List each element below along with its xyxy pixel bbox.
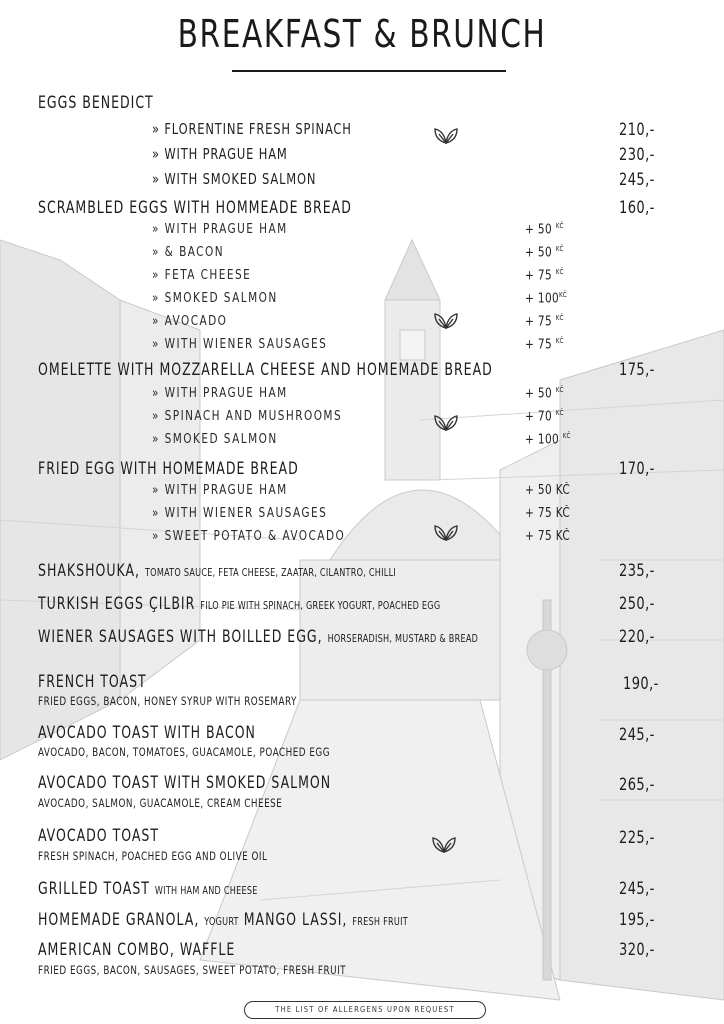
menu-item-granola: HOMEMADE GRANOLA, YOGURT MANGO LASSI, FRESH FRUIT <box>38 910 408 930</box>
menu-item-shakshouka: SHAKSHOUKA, TOMATO SAUCE, FETA CHEESE, ZAATAR, CILANTRO, CHILLI <box>38 561 396 581</box>
item-price: 265,- <box>619 775 655 795</box>
page-title: BREAKFAST & BRUNCH <box>177 12 547 56</box>
item-price: 190,- <box>623 674 659 694</box>
menu-item-grilled-toast: GRILLED TOAST WITH HAM AND CHEESE <box>38 879 258 899</box>
addon-label: » AVOCADO <box>152 314 228 329</box>
addon-price: + 70 $^{KČ}$ <box>525 409 564 425</box>
addon-label: » SWEET POTATO & AVOCADO <box>152 529 346 544</box>
menu-item-american-combo: AMERICAN COMBO, WAFFLE <box>38 940 236 960</box>
addon-price: + 75 $^{KČ}$ <box>525 337 564 353</box>
omelette-price: 175,- <box>619 360 655 380</box>
item-price: 245,- <box>619 725 655 745</box>
addon-label: » WITH PRAGUE HAM <box>152 222 288 237</box>
item-price: 320,- <box>619 940 655 960</box>
toast-name: FRENCH TOAST <box>38 672 147 692</box>
menu-item-wiener-sausages: WIENER SAUSAGES WITH BOILLED EGG, HORSERADISH, MUSTARD & BREAD <box>38 627 479 647</box>
fried-egg-heading: FRIED EGG WITH HOMEMADE BREAD <box>38 459 299 479</box>
addon-price: + 50 KČ <box>525 483 571 498</box>
benedict-option-price: 230,- <box>619 145 655 165</box>
addon-price: + $100^{KČ}$ <box>525 291 568 307</box>
item-price: 225,- <box>619 828 655 848</box>
addon-label: » & BACON <box>152 245 225 260</box>
american-combo-description: FRIED EGGS, BACON, SAUSAGES, SWEET POTATO, FRESH FRUIT <box>38 963 347 977</box>
leaf-icon <box>432 412 460 432</box>
leaf-icon <box>432 125 460 145</box>
benedict-option-price: 210,- <box>619 120 655 140</box>
addon-label: » WITH PRAGUE HAM <box>152 483 288 498</box>
leaf-icon <box>430 834 458 854</box>
scrambled-eggs-heading: SCRAMBLED EGGS WITH HOMMEADE BREAD <box>38 198 352 218</box>
title-underline <box>232 70 506 72</box>
toast-description: AVOCADO, BACON, TOMATOES, GUACAMOLE, POACHED EGG <box>38 745 331 759</box>
addon-label: » WITH WIENER SAUSAGES <box>152 337 328 352</box>
omelette-heading: OMELETTE WITH MOZZARELLA CHEESE AND HOMEMADE BREAD <box>38 360 493 380</box>
toast-description: FRIED EGGS, BACON, HONEY SYRUP WITH ROSEMARY <box>38 694 297 708</box>
benedict-option-label: » WITH PRAGUE HAM <box>152 145 288 163</box>
fried-egg-price: 170,- <box>619 459 655 479</box>
leaf-icon <box>432 310 460 330</box>
allergen-notice: THE LIST OF ALLERGENS UPON REQUEST <box>244 1001 486 1019</box>
benedict-option-label: » FLORENTINE FRESH SPINACH <box>152 120 352 138</box>
toast-name: AVOCADO TOAST WITH SMOKED SALMON <box>38 773 332 793</box>
toast-name: AVOCADO TOAST <box>38 826 160 846</box>
item-price: 220,- <box>619 627 655 647</box>
item-price: 250,- <box>619 594 655 614</box>
item-price: 195,- <box>619 910 655 930</box>
addon-price: + 50 $^{KČ}$ <box>525 245 564 261</box>
benedict-option-price: 245,- <box>619 170 655 190</box>
toast-description: AVOCADO, SALMON, GUACAMOLE, CREAM CHEESE <box>38 796 283 810</box>
addon-price: + 75 KČ <box>525 529 571 544</box>
addon-label: » SPINACH AND MUSHROOMS <box>152 409 343 424</box>
addon-price: + 50 $^{KČ}$ <box>525 222 564 238</box>
addon-price: + 100 $^{KČ}$ <box>525 432 571 448</box>
menu-item-turkish-eggs: TURKISH EGGS ÇILBIR FILO PIE WITH SPINACH, GREEK YOGURT, POACHED EGG <box>38 594 441 614</box>
addon-label: » SMOKED SALMON <box>152 432 278 447</box>
toast-description: FRESH SPINACH, POACHED EGG AND OLIVE OIL <box>38 849 268 863</box>
leaf-icon <box>432 522 460 542</box>
addon-label: » WITH PRAGUE HAM <box>152 386 288 401</box>
scrambled-eggs-price: 160,- <box>619 198 655 218</box>
addon-price: + 50 $^{KČ}$ <box>525 386 564 402</box>
toast-name: AVOCADO TOAST WITH BACON <box>38 723 256 743</box>
eggs-benedict-heading: EGGS BENEDICT <box>38 93 154 113</box>
item-price: 245,- <box>619 879 655 899</box>
addon-label: » SMOKED SALMON <box>152 291 278 306</box>
item-price: 235,- <box>619 561 655 581</box>
addon-label: » FETA CHEESE <box>152 268 252 283</box>
addon-price: + 75 KČ <box>525 506 571 521</box>
benedict-option-label: » WITH SMOKED SALMON <box>152 170 317 188</box>
addon-price: + 75 $^{KČ}$ <box>525 314 564 330</box>
addon-price: + 75 $^{KČ}$ <box>525 268 564 284</box>
addon-label: » WITH WIENER SAUSAGES <box>152 506 328 521</box>
